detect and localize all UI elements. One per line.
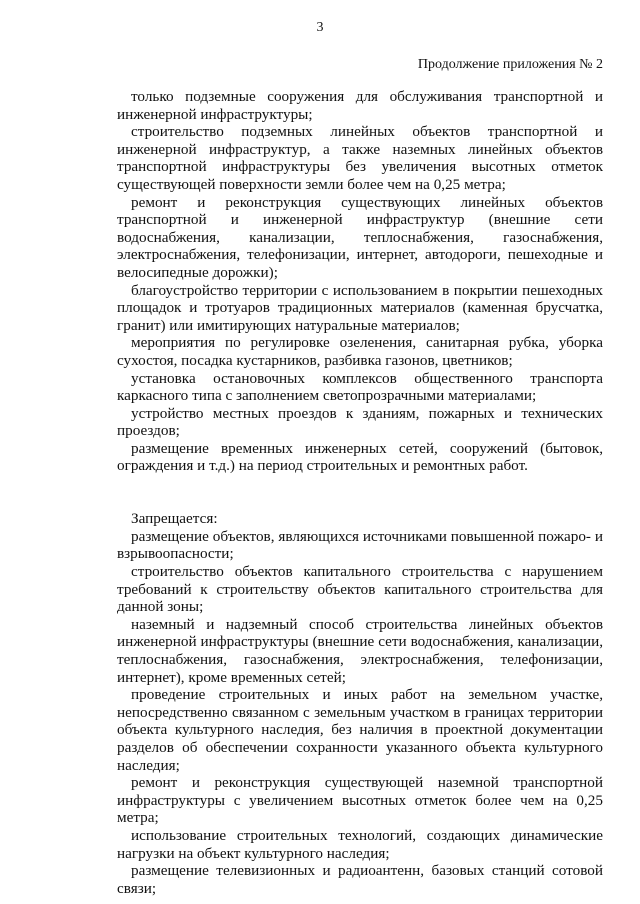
prohibited-section-title: Запрещается: xyxy=(131,510,218,528)
paragraph: только подземные сооружения для обслуживания транспортной и инженерной инфраструктуры; xyxy=(117,88,603,123)
prohibited-item: наземный и надземный способ строительства линейных объектов инженерной инфраструктуры (внешние сети водоснабжения, канализации, теплоснабжения, газоснабжения, электроснабжения, телефонизации, интернет), кроме временных сетей; xyxy=(117,615,603,686)
section-gap xyxy=(117,475,603,493)
paragraph: установка остановочных комплексов общественного транспорта каркасного типа с заполнением светопрозрачными материалами; xyxy=(117,369,603,405)
prohibited-item: использование строительных технологий, создающих динамические нагрузки на объект культурного наследия; xyxy=(117,826,603,862)
paragraph: мероприятия по регулировке озеленения, санитарная рубка, уборка сухостоя, посадка кустарников, разбивка газонов, цветников; xyxy=(117,334,603,369)
page-number: 3 xyxy=(316,20,324,35)
paragraph: благоустройство территории с использованием в покрытии пешеходных площадок и тротуаров традиционных материалов (каменная брусчатка, гранит) или имитирующих натуральные материалов; xyxy=(117,281,603,334)
section-gap xyxy=(117,493,603,511)
paragraph: строительство подземных линейных объектов транспортной и инженерной инфраструктур, а также наземных линейных объектов транспортной инфраструктуры без увеличения высотных отметок существующей поверхности земли более чем на 0,25 метра; xyxy=(117,123,603,193)
prohibited-item: проведение строительных и иных работ на земельном участке, непосредственно связанном с земельным участком в границах территории объекта культурного наследия, без наличия в проектной документации разделов об обеспечении сохранности указанного объекта культурного наследия; xyxy=(117,686,603,774)
paragraph: устройство местных проездов к зданиям, пожарных и технических проездов; xyxy=(117,404,603,440)
prohibited-item: размещение телевизионных и радиоантенн, базовых станций сотовой связи; xyxy=(117,862,603,897)
appendix-continuation-note: Продолжение приложения № 2 xyxy=(417,57,603,72)
paragraph: ремонт и реконструкция существующих линейных объектов транспортной и инженерной инфраструктур (внешние сети водоснабжения, канализации, теплоснабжения, газоснабжения, электроснабжения, телефонизации, интернет, автодороги, пешеходные и велосипедные дорожки); xyxy=(117,193,603,281)
prohibited-item: ремонт и реконструкция существующей наземной транспортной инфраструктуры с увеличением высотных отметок более чем на 0,25 метра; xyxy=(117,774,603,827)
prohibited-item: строительство объектов капитального строительства с нарушением требований к строительству объектов капитального строительства для данной зоны; xyxy=(117,563,603,616)
paragraph: размещение временных инженерных сетей, сооружений (бытовок, ограждения и т.д.) на период строительных и ремонтных работ. xyxy=(117,439,603,475)
document-body xyxy=(117,88,603,897)
prohibited-item: размещение объектов, являющихся источниками повышенной пожаро- и взрывоопасности; xyxy=(117,527,603,563)
